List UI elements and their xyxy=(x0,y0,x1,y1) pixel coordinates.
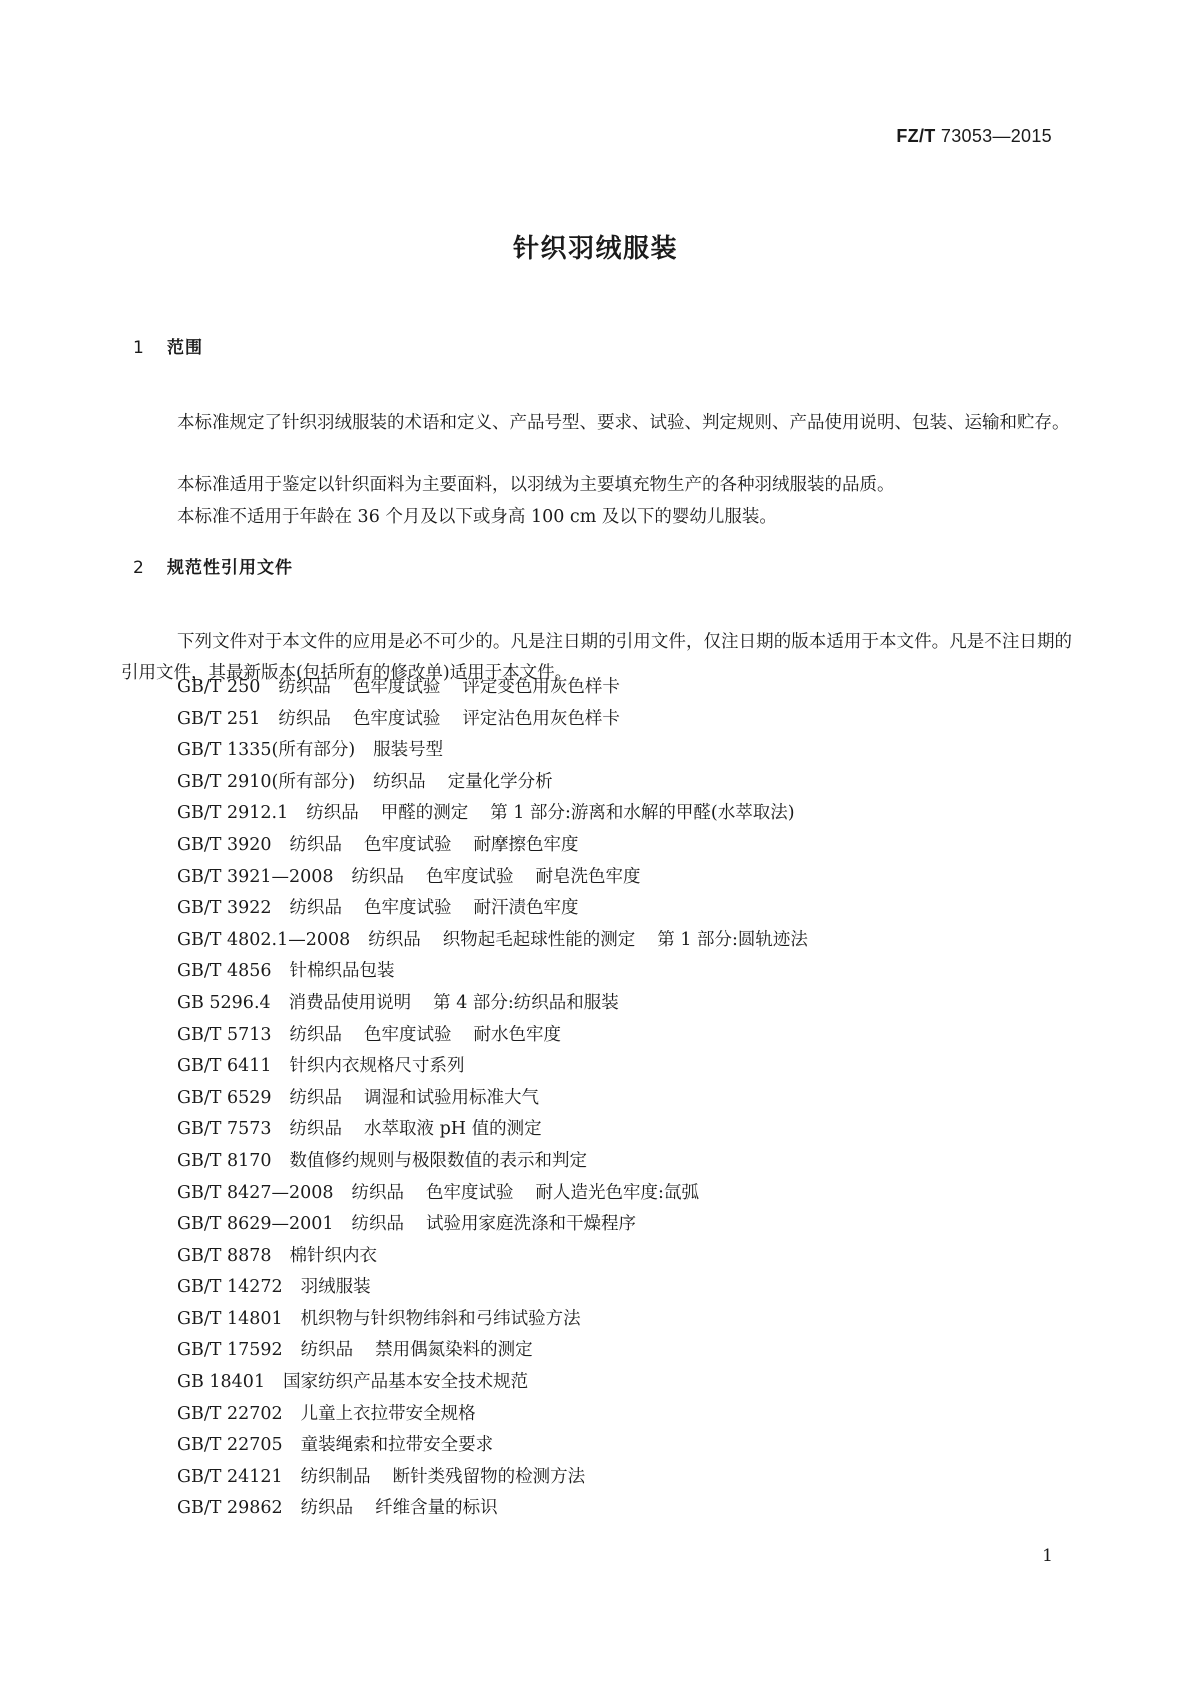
reference-list xyxy=(177,672,830,1525)
reference-code: GB/T 22705 xyxy=(177,1435,283,1456)
reference-item xyxy=(177,1083,830,1115)
reference-code: GB/T 6411 xyxy=(177,1056,272,1077)
reference-title-part: 色牢度试验 xyxy=(364,834,452,855)
reference-code: GB/T 14801 xyxy=(177,1308,283,1329)
reference-title-part: 纺织品 xyxy=(373,771,426,792)
reference-code: GB/T 1335(所有部分) xyxy=(177,740,356,761)
reference-title-part: 水萃取液 pH 值的测定 xyxy=(364,1119,542,1140)
reference-title-part: 机织物与针织物纬斜和弓纬试验方法 xyxy=(300,1308,581,1329)
reference-title-part: 色牢度试验 xyxy=(364,1024,452,1045)
reference-title-part: 调湿和试验用标准大气 xyxy=(364,1087,540,1108)
reference-title-part: 国家纺织产品基本安全技术规范 xyxy=(283,1372,529,1393)
reference-title-part: 耐皂洗色牢度 xyxy=(535,866,641,887)
reference-title-part: 织物起毛起球性能的测定 xyxy=(442,929,636,950)
section-number: 2 xyxy=(133,558,145,578)
reference-title-part: 第 1 部分:圆轨迹法 xyxy=(657,929,808,950)
section-title: 规范性引用文件 xyxy=(167,558,293,578)
reference-item xyxy=(177,1051,830,1083)
reference-title-part: 童装绳索和拉带安全要求 xyxy=(300,1435,494,1456)
reference-title-part: 耐水色牢度 xyxy=(473,1024,562,1045)
reference-code: GB/T 17592 xyxy=(177,1340,283,1361)
reference-title-part: 纺织品 xyxy=(289,834,343,855)
section-title: 范围 xyxy=(167,338,203,358)
reference-code: GB/T 6529 xyxy=(177,1087,272,1108)
reference-title-part: 耐摩擦色牢度 xyxy=(473,834,579,855)
reference-title-part: 纺织品 xyxy=(289,898,343,919)
reference-code: GB/T 22702 xyxy=(177,1403,283,1424)
reference-title-part: 色牢度试验 xyxy=(426,1182,514,1203)
reference-item xyxy=(177,862,830,894)
reference-item xyxy=(177,1178,830,1210)
reference-title-part: 羽绒服装 xyxy=(300,1277,371,1298)
reference-title-part: 禁用偶氮染料的测定 xyxy=(375,1340,533,1361)
reference-item xyxy=(177,1462,830,1494)
reference-title-part: 耐汗渍色牢度 xyxy=(473,898,579,919)
reference-title-part: 棉针织内衣 xyxy=(289,1245,378,1266)
reference-item xyxy=(177,956,830,988)
reference-title-part: 针棉织品包装 xyxy=(289,961,395,982)
reference-item xyxy=(177,1399,830,1431)
reference-title-part: 断针类残留物的检测方法 xyxy=(392,1466,586,1487)
section-heading-scope xyxy=(133,333,203,358)
reference-title-part: 色牢度试验 xyxy=(352,677,441,697)
reference-code: GB/T 14272 xyxy=(177,1277,283,1298)
reference-code: GB/T 8629—2001 xyxy=(177,1214,334,1235)
reference-item xyxy=(177,672,830,704)
reference-title-part: 色牢度试验 xyxy=(426,866,514,887)
reference-title-part: 纺织品 xyxy=(351,1182,405,1203)
reference-title-part: 评定沾色用灰色样卡 xyxy=(462,708,620,729)
reference-code: GB/T 29862 xyxy=(177,1498,283,1519)
reference-title-part: 色牢度试验 xyxy=(352,708,441,729)
reference-item xyxy=(177,1430,830,1462)
reference-code: GB/T 3922 xyxy=(177,898,272,919)
reference-title-part: 纺织品 xyxy=(306,803,359,824)
reference-title-part: 纺织制品 xyxy=(300,1466,371,1487)
reference-code: GB/T 5713 xyxy=(177,1024,272,1045)
reference-item xyxy=(177,1146,830,1178)
reference-item xyxy=(177,988,830,1020)
scope-paragraph: 本标准适用于鉴定以针织面料为主要面料，以羽绒为主要填充物生产的各种羽绒服装的品质。 xyxy=(177,474,895,495)
reference-code: GB/T 251 xyxy=(177,708,261,729)
reference-title-part: 纺织品 xyxy=(351,1214,405,1235)
reference-title-part: 第 4 部分:纺织品和服装 xyxy=(433,992,619,1013)
reference-title-part: 纤维含量的标识 xyxy=(375,1498,498,1519)
reference-item xyxy=(177,1114,830,1146)
scope-paragraph: 本标准不适用于年龄在 36 个月及以下或身高 100 cm 及以下的婴幼儿服装。 xyxy=(177,506,777,527)
reference-item xyxy=(177,925,830,957)
reference-item xyxy=(177,704,830,736)
reference-code: GB/T 3921—2008 xyxy=(177,866,334,887)
reference-item xyxy=(177,1209,830,1241)
reference-title-part: 试验用家庭洗涤和干燥程序 xyxy=(426,1214,637,1235)
document-code-number: 73053—2015 xyxy=(940,126,1052,146)
document-title: 针织羽绒服装 xyxy=(512,234,678,264)
reference-code: GB 5296.4 xyxy=(177,992,271,1013)
reference-item xyxy=(177,1241,830,1273)
reference-code: GB/T 2912.1 xyxy=(177,803,289,824)
page-number: 1 xyxy=(1042,1546,1053,1566)
reference-code: GB/T 4802.1—2008 xyxy=(177,929,351,950)
reference-item xyxy=(177,735,830,767)
section-heading-normative-references xyxy=(133,553,293,578)
reference-title-part: 纺织品 xyxy=(289,1087,343,1108)
reference-code: GB/T 2910(所有部分) xyxy=(177,771,356,792)
reference-code: GB/T 8427—2008 xyxy=(177,1182,334,1203)
reference-title-part: 数值修约规则与极限数值的表示和判定 xyxy=(289,1150,588,1171)
reference-title-part: 甲醛的测定 xyxy=(380,803,469,824)
reference-item xyxy=(177,1335,830,1367)
reference-code: GB 18401 xyxy=(177,1372,266,1393)
document-code xyxy=(896,126,1052,147)
reference-code: GB/T 7573 xyxy=(177,1119,272,1140)
reference-item xyxy=(177,798,830,830)
document-code-prefix: FZ/T xyxy=(896,126,936,146)
reference-item xyxy=(177,893,830,925)
reference-item xyxy=(177,830,830,862)
reference-item xyxy=(177,1367,830,1399)
reference-title-part: 纺织品 xyxy=(289,1024,343,1045)
section-number: 1 xyxy=(133,338,145,358)
reference-title-part: 纺织品 xyxy=(351,866,405,887)
reference-code: GB/T 8878 xyxy=(177,1245,272,1266)
reference-title-part: 纺织品 xyxy=(278,708,331,729)
reference-title-part: 第 1 部分:游离和水解的甲醛(水萃取法) xyxy=(490,803,795,824)
reference-title-part: 消费品使用说明 xyxy=(288,992,412,1013)
reference-item xyxy=(177,1304,830,1336)
reference-title-part: 纺织品 xyxy=(278,677,331,697)
reference-title-part: 色牢度试验 xyxy=(364,898,452,919)
reference-code: GB/T 24121 xyxy=(177,1466,283,1487)
reference-title-part: 纺织品 xyxy=(300,1498,354,1519)
references-intro-paragraph: 下列文件对于本文件的应用是必不可少的。凡是注日期的引用文件，仅注日期的版本适用于本文件。凡是不注日期的引用文件，其最新版本(包括所有的修改单)适用于本文件。 xyxy=(121,631,1072,683)
reference-title-part: 耐人造光色牢度:氙弧 xyxy=(535,1182,699,1203)
reference-item xyxy=(177,767,830,799)
reference-title-part: 儿童上衣拉带安全规格 xyxy=(300,1403,476,1424)
reference-title-part: 服装号型 xyxy=(373,740,444,761)
reference-item xyxy=(177,1272,830,1304)
reference-title-part: 纺织品 xyxy=(368,929,421,950)
reference-item xyxy=(177,1493,830,1525)
scope-paragraph: 本标准规定了针织羽绒服装的术语和定义、产品号型、要求、试验、判定规则、产品使用说明、包装、运输和贮存。 xyxy=(177,412,1070,433)
reference-code: GB/T 4856 xyxy=(177,961,272,982)
reference-item xyxy=(177,1020,830,1052)
reference-title-part: 定量化学分析 xyxy=(447,771,553,792)
reference-title-part: 评定变色用灰色样卡 xyxy=(462,677,620,697)
reference-title-part: 纺织品 xyxy=(289,1119,343,1140)
reference-title-part: 纺织品 xyxy=(300,1340,354,1361)
reference-code: GB/T 8170 xyxy=(177,1150,272,1171)
reference-code: GB/T 250 xyxy=(177,677,261,697)
reference-code: GB/T 3920 xyxy=(177,834,272,855)
reference-title-part: 针织内衣规格尺寸系列 xyxy=(289,1056,465,1077)
